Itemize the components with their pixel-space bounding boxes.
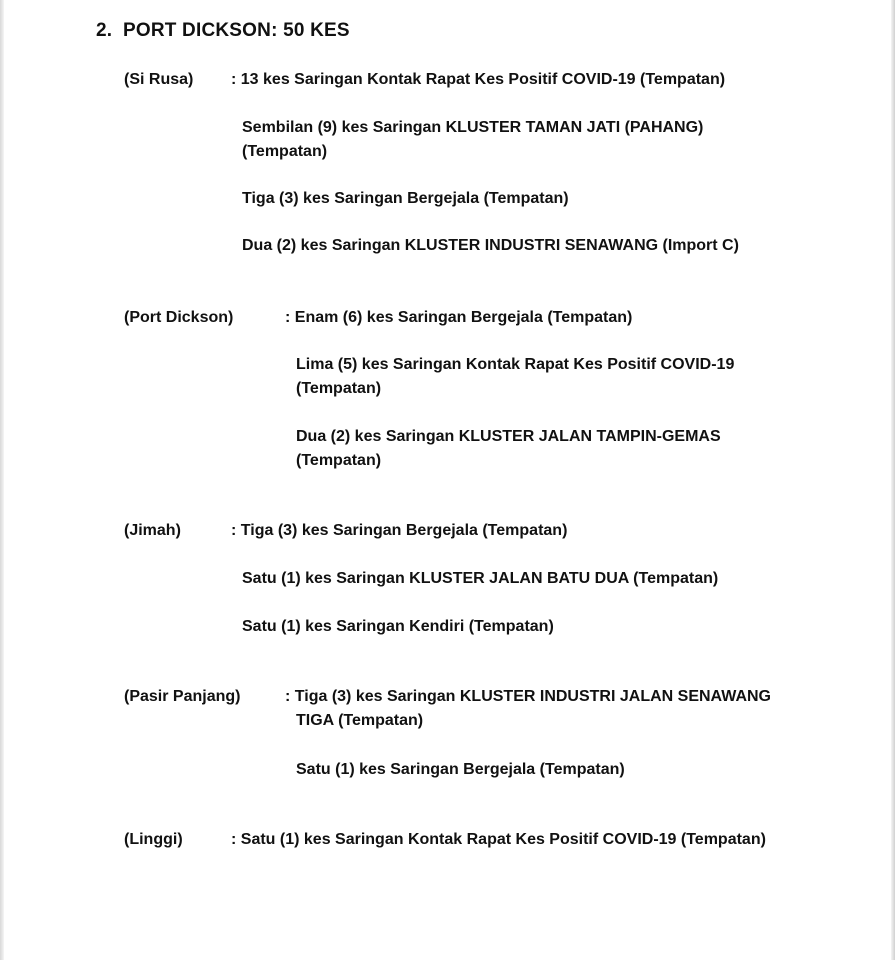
section-number: 2.: [96, 20, 113, 41]
case-entry-continuation: TIGA (Tempatan): [296, 712, 424, 729]
case-entry: : Enam (6) kes Saringan Bergejala (Tempatan): [285, 309, 633, 326]
area-label-linggi: (Linggi): [124, 831, 183, 848]
case-entry: Dua (2) kes Saringan KLUSTER INDUSTRI SENAWANG (Import C): [242, 237, 739, 254]
case-entry-continuation: (Tempatan): [296, 380, 382, 397]
case-entry: Satu (1) kes Saringan Bergejala (Tempatan): [296, 761, 625, 778]
case-entry: Tiga (3) kes Saringan Bergejala (Tempatan): [242, 190, 569, 207]
case-entry: Satu (1) kes Saringan Kendiri (Tempatan): [242, 618, 554, 635]
case-entry: Lima (5) kes Saringan Kontak Rapat Kes Positif COVID-19: [296, 356, 735, 373]
section-title: PORT DICKSON: 50 KES: [123, 20, 350, 41]
case-entry: Satu (1) kes Saringan KLUSTER JALAN BATU DUA (Tempatan): [242, 570, 719, 587]
area-label-jimah: (Jimah): [124, 522, 181, 539]
case-entry: Sembilan (9) kes Saringan KLUSTER TAMAN JATI (PAHANG): [242, 119, 704, 136]
area-label-si-rusa: (Si Rusa): [124, 71, 194, 88]
case-entry: Dua (2) kes Saringan KLUSTER JALAN TAMPIN-GEMAS: [296, 428, 721, 445]
page-right-border: [891, 0, 895, 960]
case-entry: : Tiga (3) kes Saringan KLUSTER INDUSTRI JALAN SENAWANG: [285, 688, 771, 705]
case-entry: : 13 kes Saringan Kontak Rapat Kes Positif COVID-19 (Tempatan): [231, 71, 726, 88]
case-entry-continuation: (Tempatan): [296, 452, 382, 469]
case-entry-continuation: (Tempatan): [242, 143, 328, 160]
page-left-border: [0, 0, 4, 960]
case-entry: : Satu (1) kes Saringan Kontak Rapat Kes Positif COVID-19 (Tempatan): [231, 831, 766, 848]
case-entry: : Tiga (3) kes Saringan Bergejala (Tempatan): [231, 522, 568, 539]
section-heading: [96, 20, 350, 42]
area-label-port-dickson: (Port Dickson): [124, 309, 234, 326]
area-label-pasir-panjang: (Pasir Panjang): [124, 688, 241, 705]
